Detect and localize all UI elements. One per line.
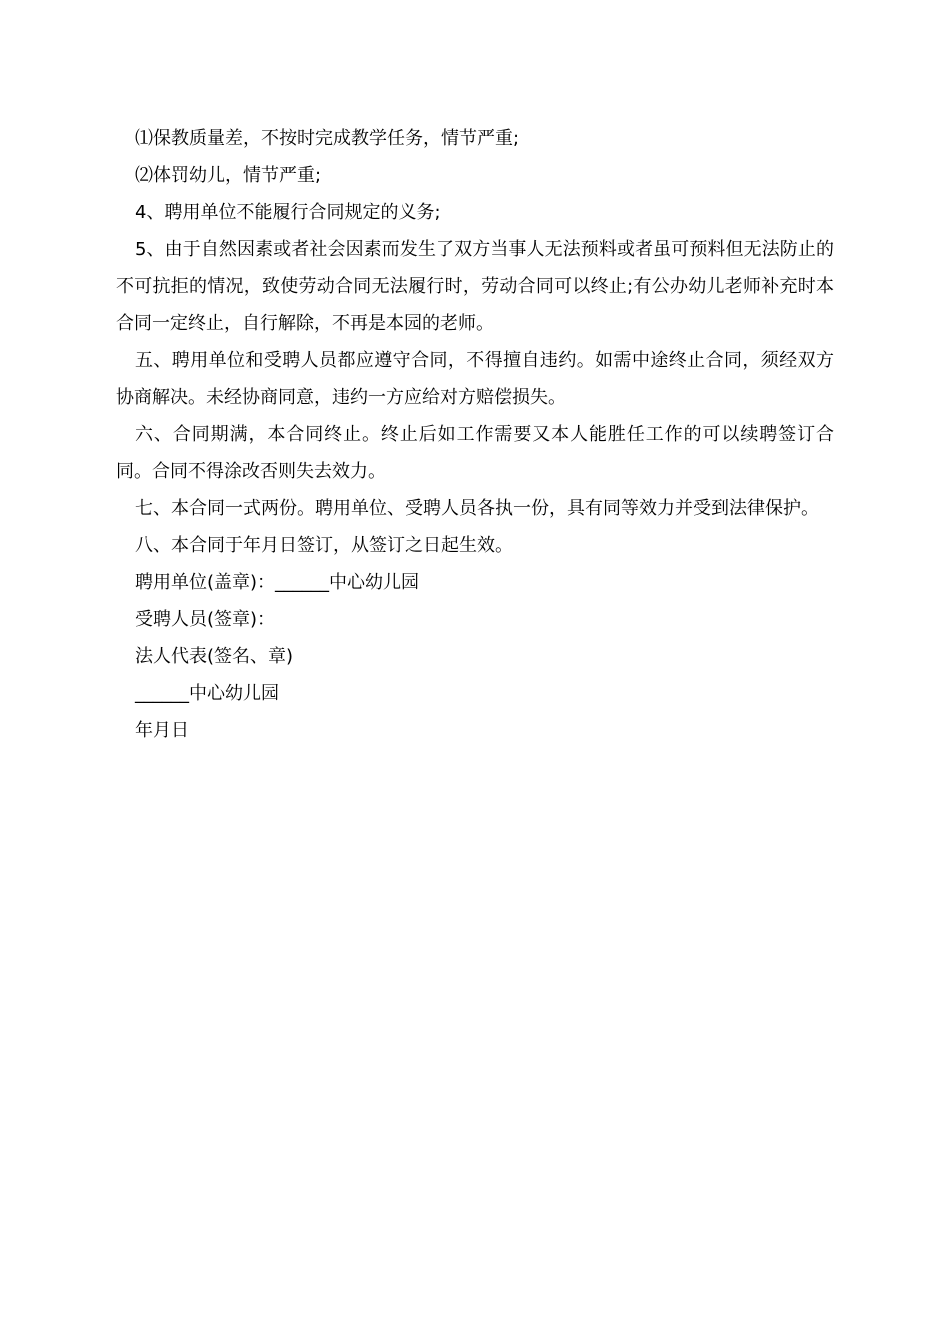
kindergarten-name-line: ______中心幼儿园 bbox=[135, 683, 279, 704]
document-body bbox=[116, 120, 834, 749]
clause-item-1: ⑴保教质量差，不按时完成教学任务，情节严重; bbox=[135, 128, 520, 149]
clause-item-4: 4、聘用单位不能履行合同规定的义务; bbox=[135, 202, 441, 223]
clause-item-2: ⑵体罚幼儿，情节严重; bbox=[135, 165, 322, 186]
article-5: 五、聘用单位和受聘人员都应遵守合同，不得擅自违约。如需中途终止合同，须经双方协商解决。未经协商同意，违约一方应给对方赔偿损失。 bbox=[116, 350, 834, 408]
legal-representative-line: 法人代表(签名、章) bbox=[135, 646, 294, 667]
article-8: 八、本合同于年月日签订，从签订之日起生效。 bbox=[135, 535, 513, 556]
clause-item-5: 5、由于自然因素或者社会因素而发生了双方当事人无法预料或者虽可预料但无法防止的不可抗拒的情况，致使劳动合同无法履行时，劳动合同可以终止;有公办幼儿老师补充时本合同一定终止，自行解除，不再是本园的老师。 bbox=[116, 239, 834, 334]
employee-signature-line: 受聘人员(签章)： bbox=[135, 609, 276, 630]
article-6: 六、合同期满，本合同终止。终止后如工作需要又本人能胜任工作的可以续聘签订合同。合同不得涂改否则失去效力。 bbox=[116, 424, 834, 482]
article-7: 七、本合同一式两份。聘用单位、受聘人员各执一份，具有同等效力并受到法律保护。 bbox=[135, 498, 819, 519]
employer-signature-line: 聘用单位(盖章)：______中心幼儿园 bbox=[135, 572, 420, 593]
date-line: 年月日 bbox=[135, 720, 189, 741]
